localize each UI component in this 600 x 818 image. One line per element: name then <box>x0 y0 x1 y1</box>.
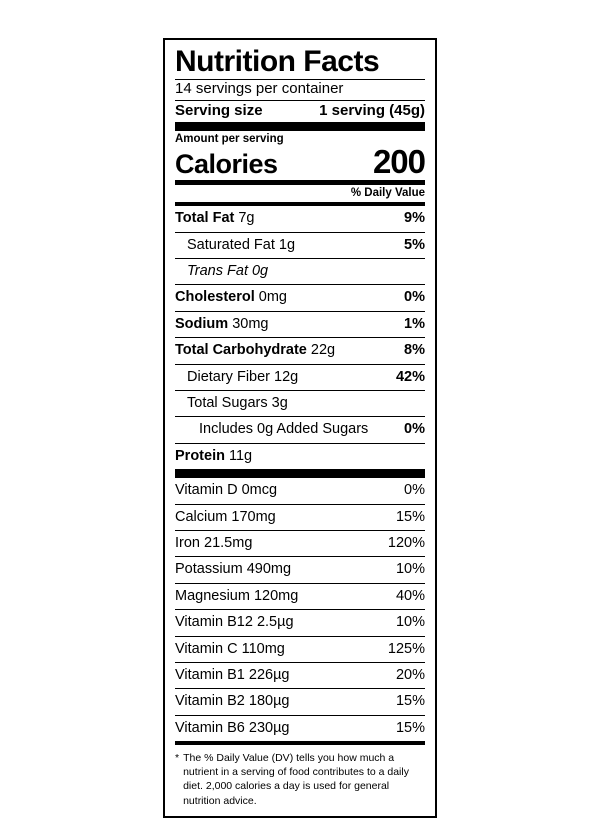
vitamin-daily-value: 10% <box>395 614 425 631</box>
serving-size-row <box>175 101 425 122</box>
vitamin-row <box>175 637 425 662</box>
vitamin-name: Vitamin B12 2.5µg <box>175 614 294 631</box>
nutrient-row <box>175 312 425 337</box>
vitamin-name: Vitamin B1 226µg <box>175 666 290 683</box>
nutrient-row <box>175 285 425 310</box>
vitamin-row <box>175 531 425 556</box>
vitamin-row <box>175 716 425 741</box>
vitamin-row <box>175 584 425 609</box>
vitamin-daily-value: 10% <box>395 561 425 578</box>
serving-size-label: Serving size <box>175 102 263 120</box>
divider-thick-top <box>175 122 425 131</box>
nutrient-name <box>175 289 287 306</box>
nutrient-name <box>175 421 368 438</box>
vitamin-row <box>175 610 425 635</box>
nutrient-name <box>175 342 335 359</box>
nutrient-name-bold: Cholesterol <box>175 289 255 306</box>
nutrient-daily-value: 0% <box>404 421 425 438</box>
vitamin-name: Vitamin B6 230µg <box>175 719 290 736</box>
vitamin-daily-value: 15% <box>395 719 425 736</box>
vitamin-name: Potassium 490mg <box>175 561 292 578</box>
vitamin-name: Iron 21.5mg <box>175 534 253 551</box>
vitamin-row <box>175 478 425 503</box>
nutrient-row <box>175 206 425 231</box>
nutrient-name <box>175 237 295 254</box>
nutrient-daily-value: 42% <box>395 368 425 385</box>
vitamin-name: Vitamin D 0mcg <box>175 482 278 499</box>
nutrient-name <box>175 395 288 412</box>
calories-row <box>175 145 425 180</box>
vitamin-row <box>175 505 425 530</box>
nutrient-row <box>175 338 425 363</box>
nutrient-name-bold: Sodium <box>175 315 229 332</box>
nutrition-facts-panel <box>163 38 437 818</box>
vitamin-daily-value: 40% <box>395 587 425 604</box>
panel-title: Nutrition Facts <box>175 45 380 78</box>
divider-above-vitamins <box>175 469 425 478</box>
nutrient-name-rest: Total Sugars 3g <box>187 394 288 411</box>
calories-value: 200 <box>372 143 425 181</box>
vitamin-list <box>175 478 425 741</box>
vitamin-name: Calcium 170mg <box>175 508 276 525</box>
nutrient-daily-value: 8% <box>404 342 425 359</box>
servings-per-container: 14 servings per container <box>175 79 344 97</box>
nutrient-name-bold: Total Carbohydrate <box>175 342 307 359</box>
nutrient-daily-value: 1% <box>404 315 425 332</box>
nutrient-name-rest: 0mg <box>254 289 288 306</box>
nutrient-row <box>175 391 425 416</box>
nutrient-name-rest: Dietary Fiber 12g <box>187 368 299 385</box>
nutrient-name <box>175 448 252 465</box>
nutrient-name <box>175 210 255 227</box>
nutrient-row <box>175 365 425 390</box>
nutrient-name-rest: Trans Fat 0g <box>187 263 269 280</box>
daily-value-header: % Daily Value <box>350 187 425 200</box>
nutrient-name-rest: 22g <box>306 342 336 359</box>
nutrient-name-rest: 7g <box>234 210 255 227</box>
nutrient-name-rest: Saturated Fat 1g <box>187 236 296 253</box>
nutrient-name-bold: Total Fat <box>175 210 235 227</box>
vitamin-daily-value: 120% <box>387 534 425 551</box>
vitamin-daily-value: 125% <box>387 640 425 657</box>
nutrient-name <box>175 316 268 333</box>
nutrient-name <box>175 263 268 280</box>
vitamin-row <box>175 663 425 688</box>
vitamin-name: Vitamin B2 180µg <box>175 693 290 710</box>
amount-per-serving-label: Amount per serving <box>175 133 284 146</box>
footnote-star: * <box>175 752 180 765</box>
serving-size-value: 1 serving (45g) <box>319 102 425 120</box>
nutrient-daily-value: 9% <box>404 210 425 227</box>
vitamin-row <box>175 689 425 714</box>
nutrient-name-rest: 30mg <box>228 315 269 332</box>
vitamin-name: Vitamin C 110mg <box>175 640 285 657</box>
nutrient-list <box>175 206 425 469</box>
nutrient-daily-value: 5% <box>404 236 425 253</box>
nutrient-daily-value: 0% <box>404 289 425 306</box>
vitamin-row <box>175 557 425 582</box>
calories-label: Calories <box>175 149 278 180</box>
vitamin-daily-value: 0% <box>404 482 425 499</box>
vitamin-name: Magnesium 120mg <box>175 587 299 604</box>
vitamin-daily-value: 15% <box>395 508 425 525</box>
footnote-text: The % Daily Value (DV) tells you how much a nutrient in a serving of food contributes to a daily diet. 2,000 calories a day is used for general nutrition advice. <box>183 752 409 807</box>
footnote <box>175 745 425 808</box>
nutrient-row <box>175 417 425 442</box>
nutrient-row <box>175 444 425 469</box>
nutrient-name <box>175 369 298 386</box>
vitamin-daily-value: 15% <box>395 693 425 710</box>
nutrient-name-rest: Includes 0g Added Sugars <box>199 421 369 438</box>
nutrient-name-rest: 11g <box>224 447 253 464</box>
nutrient-row <box>175 259 425 284</box>
vitamin-daily-value: 20% <box>395 666 425 683</box>
nutrient-name-bold: Protein <box>175 447 225 464</box>
nutrient-row <box>175 233 425 258</box>
